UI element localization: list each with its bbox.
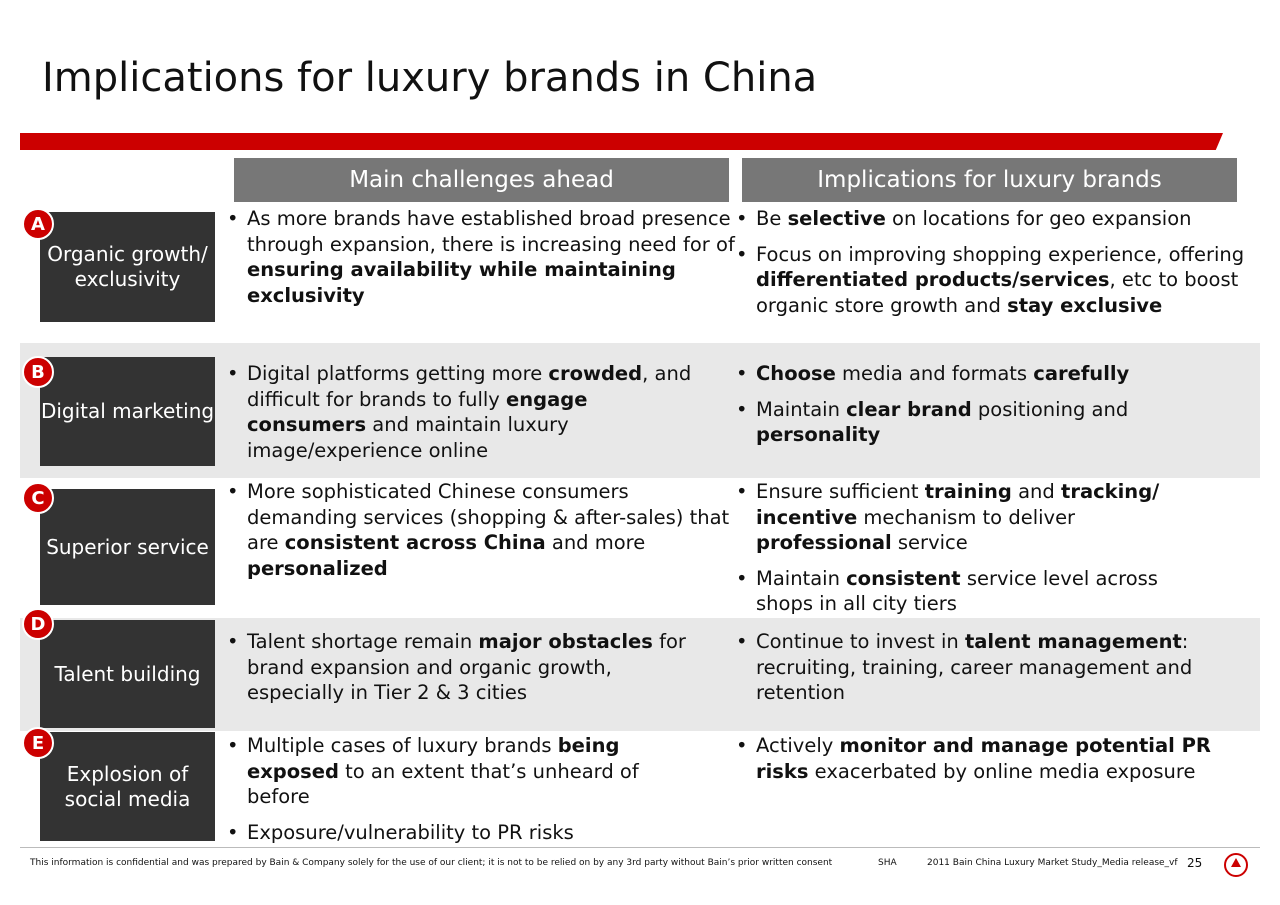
row-badge-e: E	[22, 727, 54, 759]
bullet-item: • More sophisticated Chinese consumers demanding services (shopping & after-sales) that are consistent across China and more personalized	[227, 479, 732, 581]
bullet-item: • Exposure/vulnerability to PR risks	[227, 820, 707, 846]
row-badge-d: D	[22, 608, 54, 640]
implications-cell	[736, 733, 1256, 794]
challenges-cell	[227, 361, 707, 473]
bullet-item: • Focus on improving shopping experience, offering differentiated products/services, etc to boost organic store growth and stay exclusive	[736, 242, 1256, 319]
title-accent-bar	[20, 133, 1223, 150]
row-badge-b: B	[22, 356, 54, 388]
footer-divider	[20, 847, 1260, 848]
footer-office: SHA	[878, 858, 897, 868]
challenges-cell	[227, 733, 707, 855]
bullet-item: • Actively monitor and manage potential PR risks exacerbated by online media exposure	[736, 733, 1256, 784]
bullet-item: • Ensure sufficient training and tracking/ incentive mechanism to deliver professional service	[736, 479, 1216, 556]
row-label-organic-growth: Organic growth/ exclusivity	[40, 212, 215, 322]
bullet-item: • Multiple cases of luxury brands being exposed to an extent that’s unheard of before	[227, 733, 707, 810]
implications-cell	[736, 361, 1216, 458]
challenges-cell	[227, 206, 737, 318]
row-badge-a: A	[22, 208, 54, 240]
bullet-item: • Continue to invest in talent management: recruiting, training, career management and retention	[736, 629, 1231, 706]
row-label-talent-building: Talent building	[40, 620, 215, 728]
bullet-item: • Be selective on locations for geo expansion	[736, 206, 1256, 232]
bullet-item: • Maintain consistent service level across shops in all city tiers	[736, 566, 1216, 617]
bullet-item: • As more brands have established broad presence through expansion, there is increasing need for of ensuring availability while maintaining exclusivity	[227, 206, 737, 308]
implications-cell	[736, 629, 1231, 716]
bullet-item: • Maintain clear brand positioning and personality	[736, 397, 1216, 448]
footer-disclaimer: This information is confidential and was prepared by Bain & Company solely for the use of our client; it is not to be relied on by any 3rd party without Bain’s prior written consent	[30, 858, 833, 868]
row-label-digital-marketing: Digital marketing	[40, 357, 215, 466]
footer-document: 2011 Bain China Luxury Market Study_Media release_vf	[927, 858, 1178, 868]
bain-logo-icon	[1224, 853, 1248, 877]
page-title: Implications for luxury brands in China	[42, 55, 818, 101]
bullet-item: • Talent shortage remain major obstacles for brand expansion and organic growth, especially in Tier 2 & 3 cities	[227, 629, 707, 706]
page-number: 25	[1187, 856, 1203, 870]
implications-cell	[736, 479, 1216, 627]
bullet-item: • Digital platforms getting more crowded, and difficult for brands to fully engage consumers and maintain luxury image/experience online	[227, 361, 707, 463]
header-implications: Implications for luxury brands	[742, 158, 1237, 202]
implications-cell	[736, 206, 1256, 328]
row-label-social-media: Explosion of social media	[40, 732, 215, 841]
row-badge-c: C	[22, 482, 54, 514]
challenges-cell	[227, 629, 707, 716]
header-challenges: Main challenges ahead	[234, 158, 729, 202]
row-label-superior-service: Superior service	[40, 489, 215, 605]
bullet-item: • Choose media and formats carefully	[736, 361, 1216, 387]
challenges-cell	[227, 479, 732, 591]
